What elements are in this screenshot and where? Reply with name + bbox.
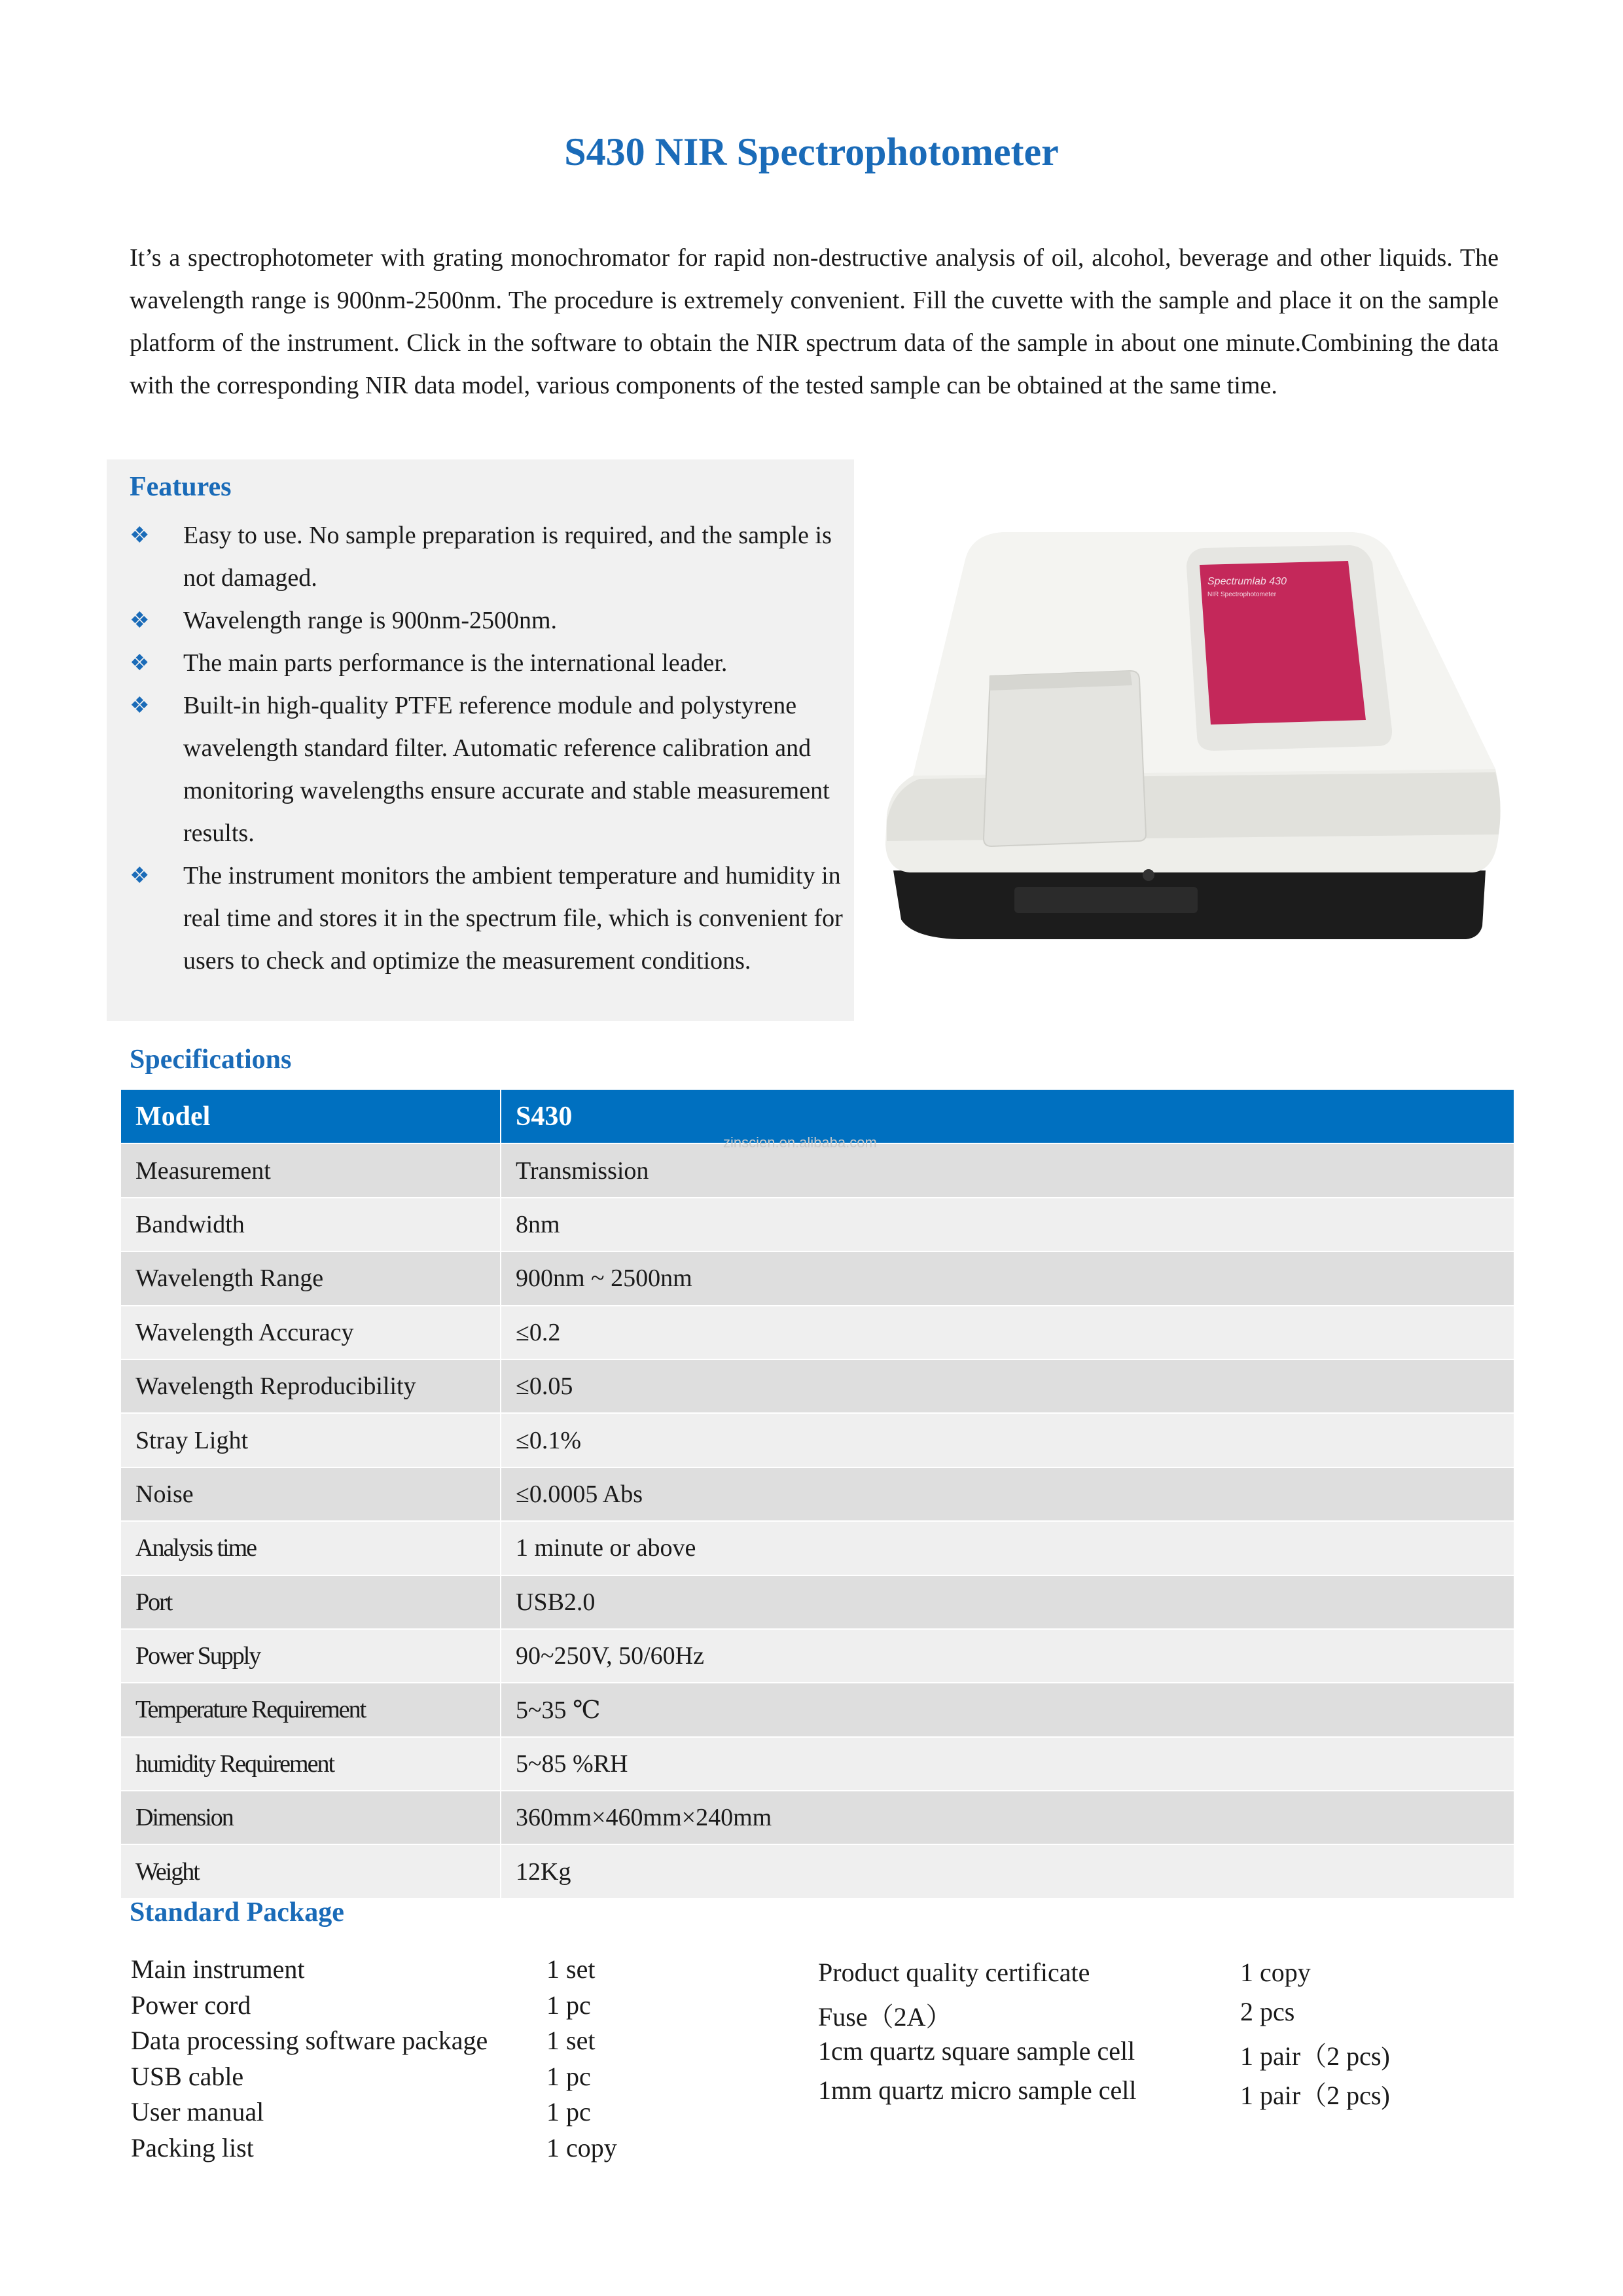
package-item-qty: 2 pcs — [1240, 1997, 1295, 2026]
spec-row — [121, 1629, 1514, 1683]
spec-value: ≤0.0005 Abs — [501, 1467, 1514, 1521]
spec-label: Wavelength Range — [121, 1251, 501, 1305]
spec-value: 360mm×460mm×240mm — [501, 1791, 1514, 1844]
feature-item — [130, 600, 843, 642]
feature-text: Built-in high-quality PTFE reference module and polystyrene wavelength standard filter. Automatic reference calibration and monitoring wavelengths ensure accurate and stable measurement results. — [183, 692, 830, 847]
features-list — [130, 514, 843, 982]
spec-value: ≤0.2 — [501, 1306, 1514, 1359]
diamond-bullet-icon: ❖ — [130, 651, 150, 675]
spec-row — [121, 1198, 1514, 1251]
package-item-name: 1mm quartz micro sample cell — [818, 2075, 1137, 2105]
package-item-name: USB cable — [131, 2061, 244, 2091]
spec-row — [121, 1413, 1514, 1467]
package-item-name: Product quality certificate — [818, 1958, 1090, 1987]
package-item-qty: 1 set — [546, 1954, 596, 1984]
spec-label: Analysis time — [121, 1521, 501, 1575]
feature-text: The instrument monitors the ambient temperature and humidity in real time and stores it in the spectrum file, which is convenient for users to check and optimize the measurement conditions. — [183, 862, 843, 975]
feature-text: The main parts performance is the international leader. — [183, 649, 728, 677]
spec-row — [121, 1143, 1514, 1197]
spec-label: Wavelength Reproducibility — [121, 1359, 501, 1413]
spec-label: Bandwidth — [121, 1198, 501, 1251]
spec-label: Port — [121, 1575, 501, 1629]
spec-value: 90~250V, 50/60Hz — [501, 1629, 1514, 1683]
package-item-name: Packing list — [131, 2132, 254, 2162]
diamond-bullet-icon: ❖ — [130, 524, 150, 548]
feature-item — [130, 855, 843, 982]
spec-value: ≤0.1% — [501, 1413, 1514, 1467]
sample-compartment-lid — [984, 671, 1146, 846]
spec-label: Dimension — [121, 1791, 501, 1844]
spec-row — [121, 1575, 1514, 1629]
page-title: S430 NIR Spectrophotometer — [564, 130, 1059, 173]
spec-row — [121, 1683, 1514, 1736]
package-item-name: 1cm quartz square sample cell — [818, 2036, 1135, 2066]
package-item-qty: 1 pc — [546, 2097, 591, 2126]
diamond-bullet-icon: ❖ — [130, 864, 150, 888]
package-item-name: Fuse（2A） — [818, 2002, 952, 2032]
feature-text: Easy to use. No sample preparation is required, and the sample is not damaged. — [183, 522, 832, 592]
spec-row — [121, 1306, 1514, 1359]
instrument-photo — [874, 514, 1505, 1024]
diamond-bullet-icon: ❖ — [130, 694, 150, 718]
spec-label: Measurement — [121, 1143, 501, 1197]
spec-row — [121, 1521, 1514, 1575]
spec-label: Power Supply — [121, 1629, 501, 1683]
package-item-qty: 1 pair（2 pcs) — [1240, 2081, 1390, 2110]
spec-label: Noise — [121, 1467, 501, 1521]
feature-text: Wavelength range is 900nm-2500nm. — [183, 607, 558, 634]
spec-value: USB2.0 — [501, 1575, 1514, 1629]
spec-value: Transmission — [501, 1143, 1514, 1197]
spec-label: Weight — [121, 1844, 501, 1898]
spec-value: 5~85 %RH — [501, 1737, 1514, 1791]
spec-row — [121, 1251, 1514, 1305]
specifications-heading: Specifications — [130, 1045, 292, 1075]
spec-label: humidity Requirement — [121, 1737, 501, 1791]
package-heading: Standard Package — [130, 1897, 344, 1928]
spec-value: 900nm ~ 2500nm — [501, 1251, 1514, 1305]
spec-row — [121, 1737, 1514, 1791]
instrument-sub-label: NIR Spectrophotometer — [1207, 591, 1277, 598]
feature-item — [130, 685, 843, 855]
spec-value: S430 — [501, 1090, 1514, 1143]
package-item-name: Power cord — [131, 1990, 251, 2020]
specifications-table — [121, 1090, 1514, 1899]
package-item-qty: 1 copy — [546, 2132, 617, 2162]
package-item-qty: 1 pc — [546, 1990, 591, 2020]
spec-row — [121, 1359, 1514, 1413]
spec-row — [121, 1844, 1514, 1898]
package-item-qty: 1 copy — [1240, 1958, 1311, 1987]
instrument-brand-label: Spectrumlab 430 — [1207, 576, 1287, 587]
watermark: zinscien.en.alibaba.com — [723, 1134, 877, 1151]
spec-row — [121, 1467, 1514, 1521]
spec-value: 12Kg — [501, 1844, 1514, 1898]
spec-value: 8nm — [501, 1198, 1514, 1251]
features-heading: Features — [130, 472, 232, 502]
diamond-bullet-icon: ❖ — [130, 609, 150, 633]
package-item-qty: 1 pair（2 pcs) — [1240, 2041, 1390, 2071]
feature-item — [130, 642, 843, 685]
package-item-qty: 1 pc — [546, 2061, 591, 2091]
package-item-name: User manual — [131, 2097, 264, 2126]
spec-label: Model — [121, 1090, 501, 1143]
spec-label: Stray Light — [121, 1413, 501, 1467]
spec-value: 1 minute or above — [501, 1521, 1514, 1575]
spec-value: 5~35 ℃ — [501, 1683, 1514, 1736]
package-item-name: Main instrument — [131, 1954, 305, 1984]
spec-value: ≤0.05 — [501, 1359, 1514, 1413]
spec-row — [121, 1791, 1514, 1844]
package-item-name: Data processing software package — [131, 2026, 488, 2055]
spec-label: Wavelength Accuracy — [121, 1306, 501, 1359]
feature-item — [130, 514, 843, 600]
package-item-qty: 1 set — [546, 2026, 596, 2055]
spec-label: Temperature Requirement — [121, 1683, 501, 1736]
intro-paragraph: It’s a spectrophotometer with grating monochromator for rapid non-destructive analysis of oil, alcohol, beverage and other liquids. The wavelength range is 900nm-2500nm. The procedure is extremely convenient. Fill the cuvette with the sample and place it on the sample platform of the instrument. Click in the software to obtain the NIR spectrum data of the sample in about one minute.Combining the data with the corresponding NIR data model, various components of the tested sample can be obtained at the same time. — [130, 244, 1499, 399]
